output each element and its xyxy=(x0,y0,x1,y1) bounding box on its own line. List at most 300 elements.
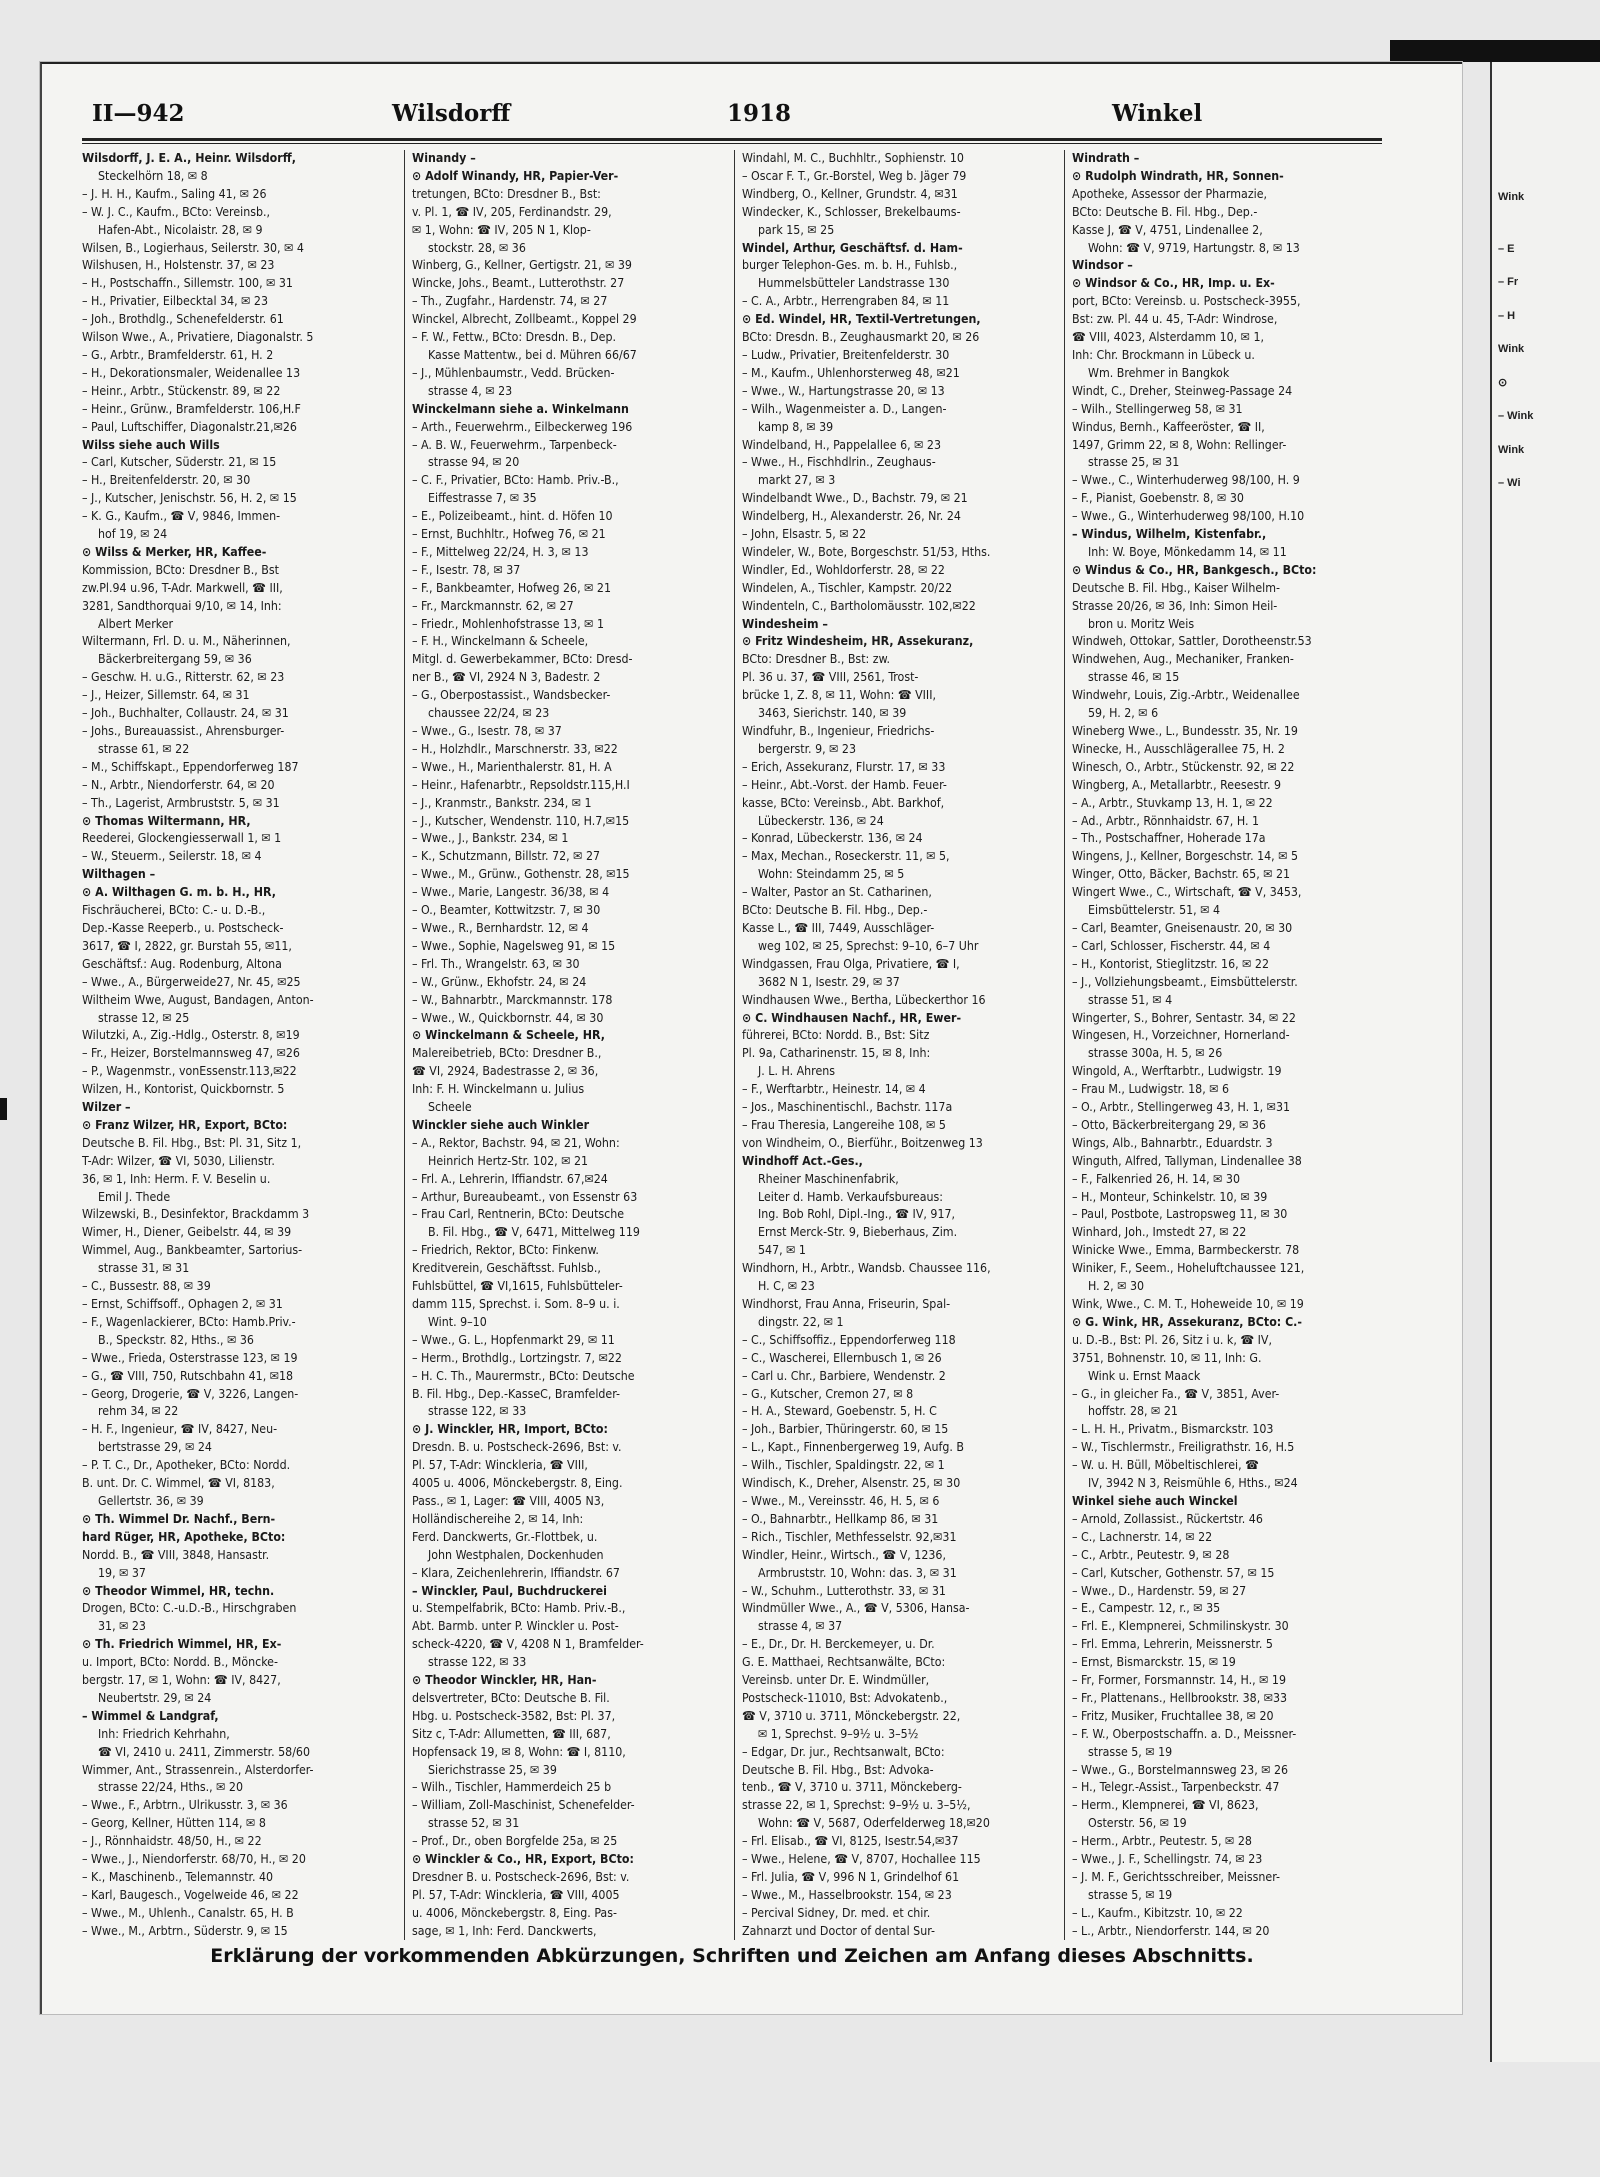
directory-entry: – Windus, Wilhelm, Kistenfabr., xyxy=(1072,527,1267,542)
directory-entry: – W., Tischlermstr., Freiligrathstr. 16, H.5 xyxy=(1072,1440,1295,1455)
directory-entry: – Karl, Baugesch., Vogelweide 46, ✉ 22 xyxy=(82,1887,299,1902)
directory-entry: – G., Oberpostassist., Wandsbecker- xyxy=(412,688,611,703)
directory-entry: Rheiner Maschinenfabrik, xyxy=(758,1171,899,1186)
directory-entry: Wilsen, B., Logierhaus, Seilerstr. 30, ✉ 4 xyxy=(82,240,304,255)
directory-entry: – H., Monteur, Schinkelstr. 10, ✉ 39 xyxy=(1072,1189,1268,1204)
directory-entry: – Oscar F. T., Gr.-Borstel, Weg b. Jäger 79 xyxy=(742,168,967,183)
directory-entry: – Wwe., Marie, Langestr. 36/38, ✉ 4 xyxy=(412,885,610,900)
directory-entry: – G., Kutscher, Cremon 27, ✉ 8 xyxy=(742,1386,914,1401)
directory-entry: – Prof., Dr., oben Borgfelde 25a, ✉ 25 xyxy=(412,1834,618,1849)
directory-entry: brücke 1, Z. 8, ✉ 11, Wohn: ☎ VIII, xyxy=(742,688,936,703)
directory-entry: Vereinsb. unter Dr. E. Windmüller, xyxy=(742,1673,930,1688)
directory-entry: Dresdner B. u. Postscheck-2696, Bst: v. xyxy=(412,1870,630,1884)
directory-entry: – Wwe., Frieda, Osterstrasse 123, ✉ 19 xyxy=(82,1350,298,1365)
directory-entry: – Heinr., Hafenarbtr., Repsoldstr.115,H.I xyxy=(412,777,630,792)
directory-entry: – Herm., Klempnerei, ☎ VI, 8623, xyxy=(1072,1798,1259,1813)
directory-entry: – Wwe., M., Vereinsstr. 46, H. 5, ✉ 6 xyxy=(742,1493,940,1508)
directory-entry: – Frl. E., Klempnerei, Schmilinskystr. 30 xyxy=(1072,1619,1289,1634)
directory-entry: Ing. Bob Rohl, Dipl.-Ing., ☎ IV, 917, xyxy=(758,1207,956,1222)
directory-entry: Wingesen, H., Vorzeichner, Hornerland- xyxy=(1072,1028,1290,1043)
directory-entry: – Otto, Bäckerbreitergang 29, ✉ 36 xyxy=(1072,1117,1266,1132)
directory-entry: – Fr., Plattenans., Hellbrookstr. 38, ✉33 xyxy=(1072,1690,1288,1705)
directory-entry: Windel, Arthur, Geschäftsf. d. Ham- xyxy=(742,240,963,255)
directory-entry: – F. W., Fettw., BCto: Dresdn. B., Dep. xyxy=(412,330,617,345)
directory-entry: bertstrasse 29, ✉ 24 xyxy=(98,1440,212,1455)
directory-entry: – K., Schutzmann, Billstr. 72, ✉ 27 xyxy=(412,849,601,864)
directory-entry: – W., Grünw., Ekhofstr. 24, ✉ 24 xyxy=(412,974,587,989)
directory-entry: strasse 5, ✉ 19 xyxy=(1088,1887,1173,1902)
directory-entry: 3682 N 1, Isestr. 29, ✉ 37 xyxy=(758,974,900,989)
directory-entry: ⊙ Windus & Co., HR, Bankgesch., BCto: xyxy=(1072,562,1317,577)
directory-entry: – Wwe., F., Arbtrn., Ulrikusstr. 3, ✉ 36 xyxy=(82,1798,288,1813)
directory-entry: Winesch, O., Arbtr., Stückenstr. 92, ✉ 22 xyxy=(1072,759,1295,774)
directory-entry: – H., Telegr.-Assist., Tarpenbeckstr. 47 xyxy=(1072,1780,1280,1795)
directory-entry: – L. H. H., Privatm., Bismarckstr. 103 xyxy=(1072,1422,1274,1437)
directory-entry: – Carl u. Chr., Barbiere, Wendenstr. 2 xyxy=(742,1368,946,1383)
directory-entry: – L., Arbtr., Niendorferstr. 144, ✉ 20 xyxy=(1072,1923,1270,1938)
directory-entry: Emil J. Thede xyxy=(98,1189,171,1204)
directory-entry: Hopfensack 19, ✉ 8, Wohn: ☎ I, 8110, xyxy=(412,1744,626,1759)
directory-entry: – Frl. A., Lehrerin, Iffiandstr. 67,✉24 xyxy=(412,1171,608,1186)
directory-entry: Reederei, Glockengiesserwall 1, ✉ 1 xyxy=(82,831,282,846)
directory-entry: Drogen, BCto: C.-u.D.-B., Hirschgraben xyxy=(82,1601,297,1616)
directory-entry: Windwehr, Louis, Zig.-Arbtr., Weidenallee xyxy=(1072,688,1300,703)
directory-entry: BCto: Dresdn. B., Zeughausmarkt 20, ✉ 26 xyxy=(742,330,980,345)
directory-entry: – Ernst, Bismarckstr. 15, ✉ 19 xyxy=(1072,1655,1236,1670)
directory-entry: – H., Holzhdlr., Marschnerstr. 33, ✉22 xyxy=(412,741,618,756)
directory-entry: bergstr. 17, ✉ 1, Wohn: ☎ IV, 8427, xyxy=(82,1673,281,1688)
directory-entry: – A., Arbtr., Stuvkamp 13, H. 1, ✉ 22 xyxy=(1072,795,1273,810)
directory-entry: – H. A., Steward, Goebenstr. 5, H. C xyxy=(742,1404,937,1419)
directory-entry: G. E. Matthaei, Rechtsanwälte, BCto: xyxy=(742,1655,946,1670)
directory-entry: Windweh, Ottokar, Sattler, Dorotheenstr.53 xyxy=(1072,634,1312,649)
directory-entry: ⊙ A. Wilthagen G. m. b. H., HR, xyxy=(82,885,276,900)
directory-entry: rehm 34, ✉ 22 xyxy=(98,1404,179,1419)
directory-entry: Leiter d. Hamb. Verkaufsbureaus: xyxy=(758,1189,944,1204)
directory-entry: – Rich., Tischler, Methfesselstr. 92,✉31 xyxy=(742,1529,957,1544)
directory-entry: hof 19, ✉ 24 xyxy=(98,527,168,542)
page-header xyxy=(82,100,1412,136)
directory-entry: – Wwe., J. F., Schellingstr. 74, ✉ 23 xyxy=(1072,1852,1263,1867)
directory-entry: Pl. 36 u. 37, ☎ VIII, 2561, Trost- xyxy=(742,670,919,685)
directory-entry: Pass., ✉ 1, Lager: ☎ VIII, 4005 N3, xyxy=(412,1493,605,1508)
directory-entry: – H., Dekorationsmaler, Weidenallee 13 xyxy=(82,365,301,380)
directory-entry: – Heinr., Abt.-Vorst. der Hamb. Feuer- xyxy=(742,777,947,792)
directory-entry: – J., Rönnhaidstr. 48/50, H., ✉ 22 xyxy=(82,1834,262,1849)
directory-entry: Hbg. u. Postscheck-3582, Bst: Pl. 37, xyxy=(412,1708,616,1723)
directory-entry: Hummelsbütteler Landstrasse 130 xyxy=(758,276,950,291)
directory-entry: – Frl. Elisab., ☎ VI, 8125, Isestr.54,✉37 xyxy=(742,1834,959,1849)
directory-entry: Wingold, A., Werftarbtr., Ludwigstr. 19 xyxy=(1072,1064,1282,1079)
directory-entry: – E., Campestr. 12, r., ✉ 35 xyxy=(1072,1601,1221,1616)
adjacent-fragment: – Wi xyxy=(1498,477,1521,490)
directory-entry: Neubertstr. 29, ✉ 24 xyxy=(98,1690,212,1705)
directory-entry: – Joh., Buchhalter, Collaustr. 24, ✉ 31 xyxy=(82,706,289,721)
directory-entry: Deutsche B. Fil. Hbg., Kaiser Wilhelm- xyxy=(1072,580,1281,595)
directory-entry: Wilsdorff, J. E. A., Heinr. Wilsdorff, xyxy=(82,151,296,165)
directory-entry: – Ernst, Buchhltr., Hofweg 76, ✉ 21 xyxy=(412,527,606,542)
directory-entry: 547, ✉ 1 xyxy=(758,1243,806,1258)
directory-entry: Windler, Heinr., Wirtsch., ☎ V, 1236, xyxy=(742,1547,946,1562)
directory-entry: Malereibetrieb, BCto: Dresdner B., xyxy=(412,1046,602,1061)
directory-entry: – Carl, Kutscher, Süderstr. 21, ✉ 15 xyxy=(82,455,277,470)
directory-entry: – Wwe., G. L., Hopfenmarkt 29, ✉ 11 xyxy=(412,1332,615,1347)
directory-entry: T-Adr: Wilzer, ☎ VI, 5030, Lilienstr. xyxy=(82,1153,275,1168)
directory-entry: – F., Werftarbtr., Heinestr. 14, ✉ 4 xyxy=(742,1082,926,1097)
directory-entry: Winberg, G., Kellner, Gertigstr. 21, ✉ 39 xyxy=(412,258,632,273)
directory-entry: – J. M. F., Gerichtsschreiber, Meissner- xyxy=(1072,1870,1280,1884)
directory-entry: Pl. 57, T-Adr: Winckleria, ☎ VIII, 4005 xyxy=(412,1887,620,1902)
directory-entry: Lübeckerstr. 136, ✉ 24 xyxy=(758,813,884,828)
directory-entry: – O., Beamter, Kottwitzstr. 7, ✉ 30 xyxy=(412,903,601,918)
directory-entry: Windsor – xyxy=(1072,258,1133,273)
directory-entry: Windeler, W., Bote, Borgeschstr. 51/53, Hths. xyxy=(742,544,991,559)
directory-entry: Windhoff Act.-Ges., xyxy=(742,1153,863,1168)
directory-entry: damm 115, Sprechst. i. Som. 8–9 u. i. xyxy=(412,1297,620,1311)
directory-entry: Wingberg, A., Metallarbtr., Reesestr. 9 xyxy=(1072,777,1282,792)
directory-entry: Apotheke, Assessor der Pharmazie, xyxy=(1072,186,1268,201)
directory-entry: – L., Kapt., Finnenbergerweg 19, Aufg. B xyxy=(742,1440,964,1455)
directory-entry: weg 102, ✉ 25, Sprechst: 9–10, 6–7 Uhr xyxy=(758,938,979,953)
directory-entry: – Wwe., C., Winterhuderweg 98/100, H. 9 xyxy=(1072,473,1300,488)
directory-entry: markt 27, ✉ 3 xyxy=(758,473,836,488)
directory-entry: – K., Maschinenb., Telemannstr. 40 xyxy=(82,1870,274,1884)
directory-entry: J. L. H. Ahrens xyxy=(758,1064,836,1079)
directory-entry: Windhorst, Frau Anna, Friseurin, Spal- xyxy=(742,1297,951,1311)
directory-entry: strasse 25, ✉ 31 xyxy=(1088,455,1180,470)
directory-entry: Winandy – xyxy=(412,151,476,165)
directory-entry: – Frau M., Ludwigstr. 18, ✉ 6 xyxy=(1072,1082,1230,1097)
directory-entry: ⊙ Rudolph Windrath, HR, Sonnen- xyxy=(1072,168,1284,183)
directory-entry: – P. T. C., Dr., Apotheker, BCto: Nordd. xyxy=(82,1458,291,1473)
directory-entry: Geschäftsf.: Aug. Rodenburg, Altona xyxy=(82,956,282,971)
directory-entry: Kreditverein, Geschäftsst. Fuhlsb., xyxy=(412,1261,601,1276)
directory-entry: – Wwe., W., Hartungstrasse 20, ✉ 13 xyxy=(742,383,945,398)
directory-entry: Windelband, H., Pappelallee 6, ✉ 23 xyxy=(742,437,941,452)
directory-entry: strasse 22/24, Hths., ✉ 20 xyxy=(98,1780,244,1795)
directory-entry: Wilutzki, A., Zig.-Hdlg., Osterstr. 8, ✉19 xyxy=(82,1028,300,1043)
column-divider xyxy=(734,150,735,1940)
directory-entry: B. unt. Dr. C. Wimmel, ☎ VI, 8183, xyxy=(82,1476,275,1491)
directory-entry: bergerstr. 9, ✉ 23 xyxy=(758,741,857,756)
directory-entry: Fuhlsbüttel, ☎ VI,1615, Fuhlsbütteler- xyxy=(412,1279,623,1294)
directory-entry: v. Pl. 1, ☎ IV, 205, Ferdinandstr. 29, xyxy=(412,204,612,219)
directory-entry: – Th., Zugfahr., Hardenstr. 74, ✉ 27 xyxy=(412,294,608,309)
directory-entry: ner B., ☎ VI, 2924 N 3, Badestr. 2 xyxy=(412,670,601,685)
directory-entry: Albert Merker xyxy=(98,616,174,631)
directory-entry: zw.Pl.94 u.96, T-Adr. Markwell, ☎ III, xyxy=(82,580,283,595)
directory-entry: ⊙ Windsor & Co., HR, Imp. u. Ex- xyxy=(1072,276,1275,291)
directory-entry: 59, H. 2, ✉ 6 xyxy=(1088,706,1159,721)
directory-entry: Holländischereihe 2, ✉ 14, Inh: xyxy=(412,1511,584,1526)
adjacent-fragment: ⊙ xyxy=(1498,376,1508,389)
directory-entry: Ferd. Danckwerts, Gr.-Flottbek, u. xyxy=(412,1529,598,1544)
column-2 xyxy=(412,150,727,1940)
directory-entry: – P., Wagenmstr., vonEssenstr.113,✉22 xyxy=(82,1064,297,1079)
directory-entry: – F., Pianist, Goebenstr. 8, ✉ 30 xyxy=(1072,491,1244,506)
directory-entry: ⊙ Th. Friedrich Wimmel, HR, Ex- xyxy=(82,1637,282,1652)
directory-entry: Wingert Wwe., C., Wirtschaft, ☎ V, 3453, xyxy=(1072,885,1302,900)
directory-entry: scheck-4220, ☎ V, 4208 N 1, Bramfelder- xyxy=(412,1637,644,1652)
directory-entry: IV, 3942 N 3, Reismühle 6, Hths., ✉24 xyxy=(1088,1476,1298,1491)
directory-entry: – Wwe., J., Bankstr. 234, ✉ 1 xyxy=(412,831,569,846)
directory-entry: – J., Kranmstr., Bankstr. 234, ✉ 1 xyxy=(412,795,592,810)
directory-entry: ⊙ Wilss & Merker, HR, Kaffee- xyxy=(82,544,267,559)
directory-entry: von Windheim, O., Bierführ., Boitzenweg 13 xyxy=(742,1135,983,1150)
directory-entry: – Wwe., A., Bürgerweide27, Nr. 45, ✉25 xyxy=(82,974,301,989)
directory-entry: – Fr., Marckmannstr. 62, ✉ 27 xyxy=(412,598,574,613)
directory-entry: hard Rüger, HR, Apotheke, BCto: xyxy=(82,1529,286,1544)
column-divider xyxy=(1064,150,1065,1940)
directory-entry: Nordd. B., ☎ VIII, 3848, Hansastr. xyxy=(82,1547,270,1562)
directory-entry: – Th., Postschaffner, Hoherade 17a xyxy=(1072,831,1266,846)
directory-entry: Wincke, Johs., Beamt., Lutterothstr. 27 xyxy=(412,276,625,291)
directory-entry: – Wimmel & Landgraf, xyxy=(82,1708,219,1723)
directory-entry: – W., Steuerm., Seilerstr. 18, ✉ 4 xyxy=(82,849,262,864)
directory-entry: – H., Postschaffn., Sillemstr. 100, ✉ 31 xyxy=(82,276,293,291)
directory-entry: – O., Arbtr., Stellingerweg 43, H. 1, ✉31 xyxy=(1072,1100,1291,1115)
directory-entry: – E., Polizeibeamt., hint. d. Höfen 10 xyxy=(412,509,613,524)
abbreviation-note: Erklärung der vorkommenden Abkürzungen, Schriften und Zeichen am Anfang dieses Abschnitts. xyxy=(210,1945,1254,1967)
directory-entry: – Georg, Kellner, Hütten 114, ✉ 8 xyxy=(82,1816,266,1831)
directory-entry: Kasse L., ☎ III, 7449, Ausschläger- xyxy=(742,920,935,935)
adjacent-fragment: Wink xyxy=(1498,343,1525,356)
directory-entry: kasse, BCto: Vereinsb., Abt. Barkhof, xyxy=(742,795,945,810)
directory-entry: Wiltermann, Frl. D. u. M., Näherinnen, xyxy=(82,634,291,649)
directory-entry: – L., Kaufm., Kibitzstr. 10, ✉ 22 xyxy=(1072,1905,1243,1920)
directory-entry: Wink u. Ernst Maack xyxy=(1088,1368,1201,1383)
directory-entry: – W., Bahnarbtr., Marckmannstr. 178 xyxy=(412,992,613,1007)
directory-entry: – Wwe., M., Grünw., Gothenstr. 28, ✉15 xyxy=(412,867,630,882)
directory-entry: – Wwe., D., Hardenstr. 59, ✉ 27 xyxy=(1072,1583,1247,1598)
directory-entry: 3617, ☎ I, 2822, gr. Burstah 55, ✉11, xyxy=(82,938,292,953)
directory-entry: Windler, Ed., Wohldorferstr. 28, ✉ 22 xyxy=(742,562,945,577)
directory-entry: Windhausen Wwe., Bertha, Lübeckerthor 16 xyxy=(742,992,986,1007)
directory-entry: – Paul, Postbote, Lastropsweg 11, ✉ 30 xyxy=(1072,1207,1288,1222)
directory-entry: – Max, Mechan., Roseckerstr. 11, ✉ 5, xyxy=(742,849,950,864)
directory-entry: – Heinr., Grünw., Bramfelderstr. 106,H.F xyxy=(82,401,301,416)
directory-entry: – G., Arbtr., Bramfelderstr. 61, H. 2 xyxy=(82,347,274,362)
directory-entry: Windecker, K., Schlosser, Brekelbaums- xyxy=(742,204,961,219)
directory-entry: ⊙ Winckelmann & Scheele, HR, xyxy=(412,1028,605,1043)
directory-entry: – A., Rektor, Bachstr. 94, ✉ 21, Wohn: xyxy=(412,1135,620,1150)
directory-entry: – Wwe., J., Niendorferstr. 68/70, H., ✉ 20 xyxy=(82,1852,306,1867)
directory-entry: kamp 8, ✉ 39 xyxy=(758,419,834,434)
directory-entry: Kasse Mattentw., bei d. Mühren 66/67 xyxy=(428,347,637,362)
directory-entry: – C. A., Arbtr., Herrengraben 84, ✉ 11 xyxy=(742,294,950,309)
directory-entry: port, BCto: Vereinsb. u. Postscheck-3955, xyxy=(1072,294,1301,309)
adjacent-fragment: – E xyxy=(1498,242,1515,255)
directory-entry: strasse 31, ✉ 31 xyxy=(98,1261,190,1276)
directory-entry: Wilson Wwe., A., Privatiere, Diagonalstr. 5 xyxy=(82,330,314,345)
directory-entry: Wineberg Wwe., L., Bundesstr. 35, Nr. 19 xyxy=(1072,724,1298,738)
adjacent-page-fragments xyxy=(1498,192,1533,512)
directory-entry: – C., Arbtr., Peutestr. 9, ✉ 28 xyxy=(1072,1547,1230,1562)
directory-entry: Windrath – xyxy=(1072,151,1140,165)
scan-edge-mark xyxy=(0,1098,7,1120)
directory-entry: – A. B. W., Feuerwehrm., Tarpenbeck- xyxy=(412,437,617,452)
directory-entry: 4005 u. 4006, Mönckebergstr. 8, Eing. xyxy=(412,1476,623,1491)
directory-entry: Winckel, Albrecht, Zollbeamt., Koppel 29 xyxy=(412,312,637,327)
directory-entry: Windfuhr, B., Ingenieur, Friedrichs- xyxy=(742,724,935,738)
directory-entry: Postscheck-11010, Bst: Advokatenb., xyxy=(742,1690,948,1705)
directory-entry: ⊙ Thomas Wiltermann, HR, xyxy=(82,813,251,828)
directory-entry: – C., Schiffsoffiz., Eppendorferweg 118 xyxy=(742,1332,956,1347)
directory-entry: – E., Dr., Dr. H. Berckemeyer, u. Dr. xyxy=(742,1637,935,1652)
directory-entry: Zahnarzt und Doctor of dental Sur- xyxy=(742,1923,935,1938)
directory-entry: Wilzer – xyxy=(82,1100,131,1115)
directory-entry: Pl. 9a, Catharinenstr. 15, ✉ 8, Inh: xyxy=(742,1046,931,1061)
directory-entry: – Herm., Brothdlg., Lortzingstr. 7, ✉22 xyxy=(412,1350,622,1365)
directory-entry: strasse 5, ✉ 19 xyxy=(1088,1744,1173,1759)
directory-entry: – M., Kaufm., Uhlenhorsterweg 48, ✉21 xyxy=(742,365,960,380)
directory-entry: – Carl, Kutscher, Gothenstr. 57, ✉ 15 xyxy=(1072,1565,1275,1580)
directory-entry: u. D.-B., Bst: Pl. 26, Sitz i u. k, ☎ IV, xyxy=(1072,1332,1272,1347)
directory-entry: Wm. Brehmer in Bangkok xyxy=(1088,365,1230,380)
directory-entry: – W., Schuhm., Lutterothstr. 33, ✉ 31 xyxy=(742,1583,946,1598)
directory-entry: 3281, Sandthorquai 9/10, ✉ 14, Inh: xyxy=(82,598,282,613)
directory-entry: Winger, Otto, Bäcker, Bachstr. 65, ✉ 21 xyxy=(1072,867,1291,882)
directory-entry: – Jos., Maschinentischl., Bachstr. 117a xyxy=(742,1100,953,1115)
directory-entry: – Wwe., M., Hasselbrookstr. 154, ✉ 23 xyxy=(742,1887,952,1902)
directory-entry: Wilthagen – xyxy=(82,867,156,882)
directory-entry: – F. W., Oberpostschaffn. a. D., Meissner- xyxy=(1072,1726,1297,1741)
adjacent-fragment: – Wink xyxy=(1498,410,1534,423)
directory-entry: hoffstr. 28, ✉ 21 xyxy=(1088,1404,1178,1419)
directory-entry: – F. H., Winckelmann & Scheele, xyxy=(412,634,589,649)
directory-entry: Wilzewski, B., Desinfektor, Brackdamm 3 xyxy=(82,1207,310,1222)
directory-entry: – Klara, Zeichenlehrerin, Iffiandstr. 67 xyxy=(412,1565,620,1580)
directory-entry: – Wwe., M., Arbtrn., Süderstr. 9, ✉ 15 xyxy=(82,1923,288,1938)
directory-entry: Inh: Friedrich Kehrhahn, xyxy=(98,1726,230,1741)
adjacent-fragment: – H xyxy=(1498,309,1516,322)
directory-entry: – Wwe., H., Marienthalerstr. 81, H. A xyxy=(412,759,612,774)
directory-entry: Wings, Alb., Bahnarbtr., Eduardstr. 3 xyxy=(1072,1135,1273,1150)
directory-entry: – F., Bankbeamter, Hofweg 26, ✉ 21 xyxy=(412,580,611,595)
directory-entry: – Frau Theresia, Langereihe 108, ✉ 5 xyxy=(742,1117,946,1132)
directory-entry: – Wwe., G., Borstelmannsweg 23, ✉ 26 xyxy=(1072,1762,1289,1777)
directory-entry: bron u. Moritz Weis xyxy=(1088,616,1195,631)
directory-entry: Deutsche B. Fil. Hbg., Bst: Advoka- xyxy=(742,1762,934,1777)
directory-entry: John Westphalen, Dockenhuden xyxy=(428,1547,604,1562)
directory-entry: strasse 122, ✉ 33 xyxy=(428,1404,527,1419)
directory-entry: BCto: Deutsche B. Fil. Hbg., Dep.- xyxy=(1072,204,1258,219)
directory-entry: Osterstr. 56, ✉ 19 xyxy=(1088,1816,1187,1831)
directory-entry: – Wwe., Helene, ☎ V, 8707, Hochallee 115 xyxy=(742,1852,981,1867)
directory-entry: – Ad., Arbtr., Rönnhaidstr. 67, H. 1 xyxy=(1072,813,1260,828)
directory-entry: 1497, Grimm 22, ✉ 8, Wohn: Rellinger- xyxy=(1072,437,1287,452)
directory-entry: Hafen-Abt., Nicolaistr. 28, ✉ 9 xyxy=(98,222,263,237)
directory-entry: Armbruststr. 10, Wohn: das. 3, ✉ 31 xyxy=(758,1565,957,1580)
directory-entry: – F., Isestr. 78, ✉ 37 xyxy=(412,562,521,577)
directory-entry: tretungen, BCto: Dresdner B., Bst: xyxy=(412,186,601,201)
directory-entry: Wink, Wwe., C. M. T., Hoheweide 10, ✉ 19 xyxy=(1072,1297,1304,1311)
directory-entry: H. 2, ✉ 30 xyxy=(1088,1279,1145,1294)
directory-entry: Windesheim – xyxy=(742,616,828,631)
directory-entry: burger Telephon-Ges. m. b. H., Fuhlsb., xyxy=(742,258,958,273)
directory-entry: ⊙ Theodor Winckler, HR, Han- xyxy=(412,1673,597,1688)
directory-entry: – J., Vollziehungsbeamt., Eimsbüttelerstr. xyxy=(1072,974,1298,989)
directory-entry: – Ernst, Schiffsoff., Ophagen 2, ✉ 31 xyxy=(82,1297,283,1311)
directory-entry: – Ludw., Privatier, Breitenfelderstr. 30 xyxy=(742,347,950,362)
directory-entry: Wohn: Steindamm 25, ✉ 5 xyxy=(758,867,905,882)
directory-entry: – Heinr., Arbtr., Stückenstr. 89, ✉ 22 xyxy=(82,383,281,398)
directory-entry: ⊙ Winckler & Co., HR, Export, BCto: xyxy=(412,1852,634,1867)
directory-entry: Mitgl. d. Gewerbekammer, BCto: Dresd- xyxy=(412,652,633,667)
directory-entry: Inh: F. H. Winckelmann u. Julius xyxy=(412,1082,585,1097)
directory-entry: – C., Wascherei, Ellernbusch 1, ✉ 26 xyxy=(742,1350,942,1365)
directory-entry: ☎ VI, 2924, Badestrasse 2, ✉ 36, xyxy=(412,1064,599,1079)
directory-entry: Wilshusen, H., Holstenstr. 37, ✉ 23 xyxy=(82,258,275,273)
directory-entry: park 15, ✉ 25 xyxy=(758,222,835,237)
directory-entry: B., Speckstr. 82, Hths., ✉ 36 xyxy=(98,1332,254,1347)
directory-entry: – Wilh., Stellingerweg 58, ✉ 31 xyxy=(1072,401,1243,416)
directory-entry: – F., Wagenlackierer, BCto: Hamb.Priv.- xyxy=(82,1314,296,1329)
directory-entry: ✉ 1, Wohn: ☎ IV, 205 N 1, Klop- xyxy=(412,222,591,237)
directory-columns xyxy=(82,150,1382,1940)
directory-entry: Pl. 57, T-Adr: Winckleria, ☎ VIII, xyxy=(412,1458,588,1473)
directory-entry: – K. G., Kaufm., ☎ V, 9846, Immen- xyxy=(82,509,281,524)
directory-entry: Windelberg, H., Alexanderstr. 26, Nr. 24 xyxy=(742,509,961,524)
directory-entry: strasse 52, ✉ 31 xyxy=(428,1816,520,1831)
directory-entry: – Friedrich, Rektor, BCto: Finkenw. xyxy=(412,1243,599,1258)
directory-entry: – Wwe., R., Bernhardstr. 12, ✉ 4 xyxy=(412,920,589,935)
directory-entry: – William, Zoll-Maschinist, Schenefelder- xyxy=(412,1798,635,1813)
directory-entry: Windmüller Wwe., A., ☎ V, 5306, Hansa- xyxy=(742,1601,970,1616)
directory-entry: strasse 94, ✉ 20 xyxy=(428,455,520,470)
scan-edge-band xyxy=(1390,40,1600,62)
directory-entry: delsvertreter, BCto: Deutsche B. Fil. xyxy=(412,1690,610,1705)
directory-entry: – C. F., Privatier, BCto: Hamb. Priv.-B., xyxy=(412,473,619,488)
column-3 xyxy=(742,150,1057,1940)
column-4 xyxy=(1072,150,1387,1940)
directory-entry: stockstr. 28, ✉ 36 xyxy=(428,240,526,255)
directory-entry: – Frl. Emma, Lehrerin, Meissnerstr. 5 xyxy=(1072,1637,1273,1652)
directory-entry: chaussee 22/24, ✉ 23 xyxy=(428,706,550,721)
adjacent-page-edge xyxy=(1490,62,1600,2062)
directory-entry: Eimsbüttelerstr. 51, ✉ 4 xyxy=(1088,903,1221,918)
directory-entry: Winckler siehe auch Winkler xyxy=(412,1117,590,1132)
directory-entry: – J., Kutscher, Wendenstr. 110, H.7,✉15 xyxy=(412,813,630,828)
directory-entry: – Fr, Former, Forsmannstr. 14, H., ✉ 19 xyxy=(1072,1673,1286,1688)
directory-entry: u. Stempelfabrik, BCto: Hamb. Priv.-B., xyxy=(412,1601,626,1616)
directory-entry: ⊙ Franz Wilzer, HR, Export, BCto: xyxy=(82,1117,288,1132)
directory-entry: – John, Elsastr. 5, ✉ 22 xyxy=(742,527,867,542)
directory-entry: – M., Schiffskapt., Eppendorferweg 187 xyxy=(82,759,299,774)
directory-entry: – Friedr., Mohlenhofstrasse 13, ✉ 1 xyxy=(412,616,605,631)
directory-entry: ☎ VI, 2410 u. 2411, Zimmerstr. 58/60 xyxy=(98,1744,310,1759)
directory-entry: ⊙ Adolf Winandy, HR, Papier-Ver- xyxy=(412,168,619,183)
directory-entry: Windgassen, Frau Olga, Privatiere, ☎ I, xyxy=(742,956,960,971)
directory-year: 1918 xyxy=(727,100,792,127)
directory-entry: ⊙ J. Winckler, HR, Import, BCto: xyxy=(412,1422,608,1437)
directory-entry: BCto: Dresdner B., Bst: zw. xyxy=(742,652,891,667)
directory-entry: Windberg, O., Kellner, Grundstr. 4, ✉31 xyxy=(742,186,958,201)
directory-entry: – Carl, Beamter, Gneisenaustr. 20, ✉ 30 xyxy=(1072,920,1293,935)
directory-entry: – F., Falkenried 26, H. 14, ✉ 30 xyxy=(1072,1171,1241,1186)
directory-entry: Winicke Wwe., Emma, Barmbeckerstr. 78 xyxy=(1072,1243,1300,1258)
directory-entry: u. Import, BCto: Nordd. B., Möncke- xyxy=(82,1655,278,1670)
directory-entry: – Fr., Heizer, Borstelmannsweg 47, ✉26 xyxy=(82,1046,300,1061)
directory-entry: strasse 61, ✉ 22 xyxy=(98,741,190,756)
directory-entry: Wohn: ☎ V, 5687, Oderfelderweg 18,✉20 xyxy=(758,1816,990,1831)
directory-entry: – Winckler, Paul, Buchdruckerei xyxy=(412,1583,607,1598)
directory-entry: strasse 12, ✉ 25 xyxy=(98,1010,190,1025)
directory-entry: Windahl, M. C., Buchhltr., Sophienstr. 10 xyxy=(742,151,964,165)
directory-entry: – Percival Sidney, Dr. med. et chir. xyxy=(742,1905,931,1920)
directory-entry: ⊙ Ed. Windel, HR, Textil-Vertretungen, xyxy=(742,312,981,327)
directory-entry: H. C, ✉ 23 xyxy=(758,1279,815,1294)
